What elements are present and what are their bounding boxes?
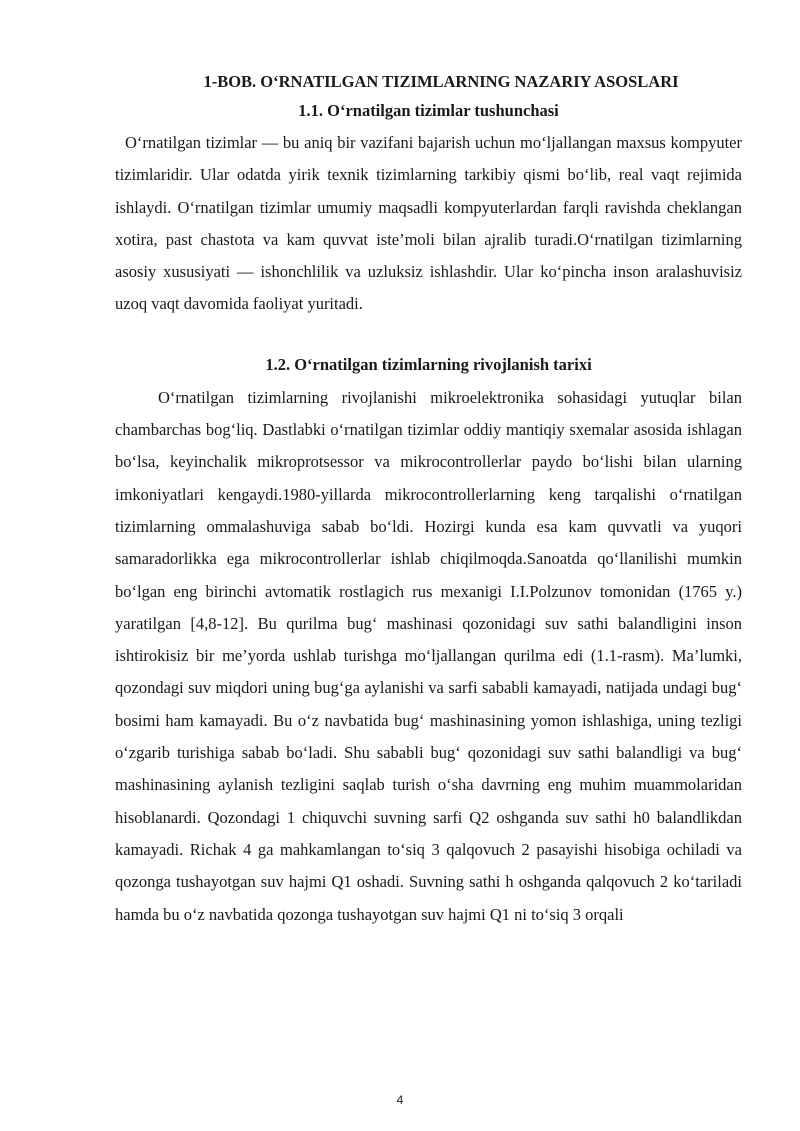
chapter-title: 1-BOB. O‘RNATILGAN TIZIMLARNING NAZARIY ASOSLARI [203,72,679,91]
section-title-1-2: 1.2. O‘rnatilgan tizimlarning rivojlanish tarixi [265,354,592,374]
document-page [115,70,742,931]
section-1-1-paragraph: O‘rnatilgan tizimlar — bu aniq bir vazifani bajarish uchun mo‘ljallangan maxsus kompyuter tizimlaridir. Ular odatda yirik texnik tizimlarning tarkibiy qismi bo‘lib, real vaqt rejimida ishlaydi. O‘rnatilgan tizimlar umumiy maqsadli kompyuterlardan farqli ravishda cheklangan xotira, past chastota va kam quvvat iste’moli bilan ajralib turadi.O‘rnatilgan tizimlarning asosiy xususiyati — ishonchlilik va uzluksiz ishlashdir. Ular ko‘pincha inson aralashuvisiz uzoq vaqt davomida faoliyat yuritadi. [115,133,742,314]
section-1-2-paragraph: O‘rnatilgan tizimlarning rivojlanishi mikroelektronika sohasidagi yutuqlar bilan chambarchas bog‘liq. Dastlabki o‘rnatilgan tizimlar oddiy mantiqiy sxemalar asosida ishlagan bo‘lsa, keyinchalik mikroprotsessor va mikrocontrollerlar paydo bo‘lishi bilan ularning imkoniyatlari kengaydi.1980-yillarda mikrocontrollerlarning keng tarqalishi o‘rnatilgan tizimlarning ommalashuviga sabab bo‘ldi. Hozirgi kunda esa kam quvvatli va yuqori samaradorlikka ega mikrocontrollerlar ishlab chiqilmoqda.Sanoatda qo‘llanilishi mumkin bo‘lgan eng birinchi avtomatik rostlagich rus mexanigi I.I.Polzunov tomonidan (1765 y.) yaratilgan [4,8-12]. Bu qurilma bug‘ mashinasi qozonidagi suv sathi balandligini inson ishtirokisiz bir me’yorda ushlab turishga mo‘ljallangan qurilma edi (1.1-rasm). Ma’lumki, qozondagi suv miqdori uning bug‘ga aylanishi va sarfi sababli kamayadi, natijada undagi bug‘ bosimi ham kamayadi. Bu o‘z navbatida bug‘ mashinasining yomon ishlashiga, uning tezligi o‘zgarib turishiga sabab bo‘ladi. Shu sababli bug‘ qozonidagi suv sathi balandligi va bug‘ mashinasining aylanish tezligini saqlab turish o‘sha davrning eng muhim muammolaridan hisoblanardi. Qozondagi 1 chiquvchi suvning sarfi Q2 oshganda suv sathi h0 balandlikdan kamayadi. Richak 4 ga mahkamlangan to‘siq 3 qalqovuch 2 pasayishi hisobiga ochiladi va qozonga tushayotgan suv hajmi Q1 oshadi. Suvning sathi h oshganda qalqovuch 2 ko‘tariladi hamda bu o‘z navbatida qozonga tushayotgan suv hajmi Q1 ni to‘siq 3 orqali [115,387,742,924]
section-title-1-1: 1.1. O‘rnatilgan tizimlar tushunchasi [298,101,559,120]
page-number: 4 [396,1093,404,1107]
